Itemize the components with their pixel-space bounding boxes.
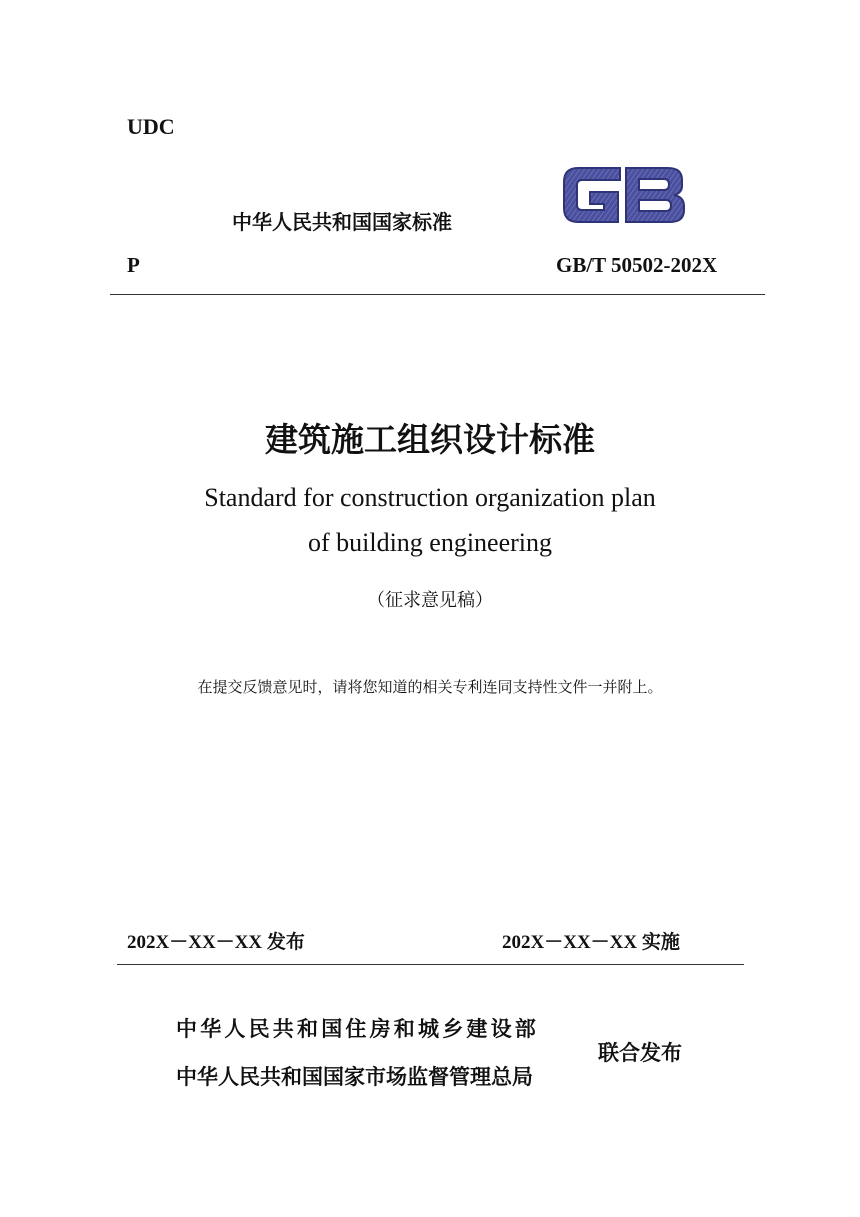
issuer-market-regulation: 中华人民共和国国家市场监督管理总局	[176, 1065, 533, 1089]
bottom-divider	[117, 964, 744, 965]
joint-issue-label: 联合发布	[598, 1041, 682, 1065]
issue-date: 202X－XX－XX 发布	[127, 932, 305, 953]
standard-type: 中华人民共和国国家标准	[232, 210, 452, 234]
implementation-date: 202X－XX－XX 实施	[502, 932, 680, 953]
title-english-line2: of building engineering	[307, 528, 553, 557]
standard-number: GB/T 50502-202X	[556, 253, 718, 277]
udc-label: UDC	[127, 114, 175, 139]
draft-status: （征求意见稿）	[367, 590, 493, 611]
title-chinese: 建筑施工组织设计标准	[265, 420, 595, 459]
gb-logo	[560, 162, 688, 228]
issuer-ministry-housing: 中华人民共和国住房和城乡建设部	[176, 1017, 539, 1041]
patent-notice: 在提交反馈意见时，请将您知道的相关专利连同支持性文件一并附上。	[197, 678, 663, 696]
title-english-line1: Standard for construction organization plan	[204, 483, 656, 512]
top-divider	[110, 294, 765, 295]
ics-label: P	[127, 253, 140, 277]
